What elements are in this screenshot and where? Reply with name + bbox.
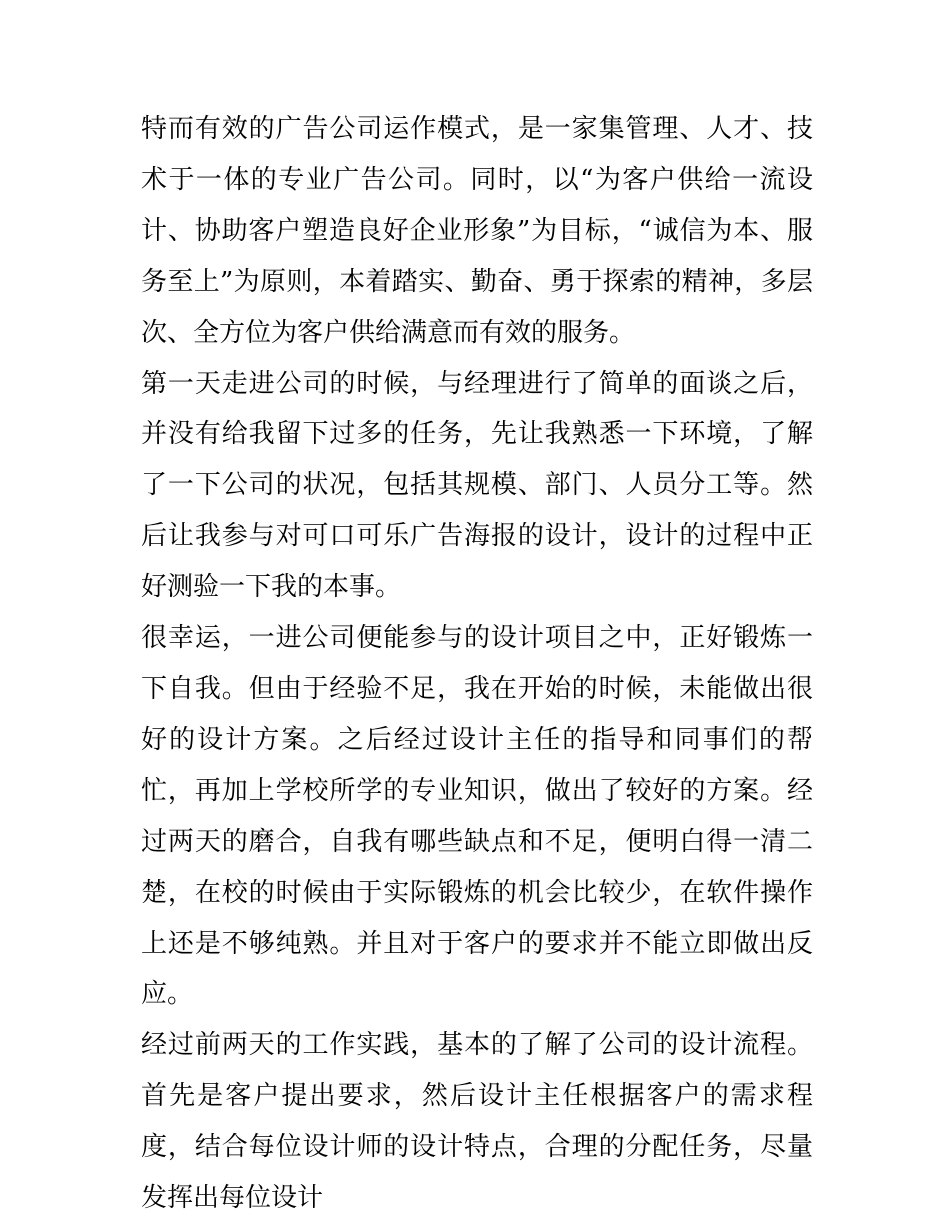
document-body (141, 104, 813, 1224)
paragraph-first-day: 第一天走进公司的时候，与经理进行了简单的面谈之后，并没有给我留下过多的任务，先让我熟悉一下环境，了解了一下公司的状况，包括其规模、部门、人员分工等。然后让我参与对可口可乐广告海报的设计，设计的过程中正好测验一下我的本事。 (141, 368, 813, 603)
paragraph-company-intro: 特而有效的广告公司运作模式，是一家集管理、人才、技术于一体的专业广告公司。同时，以“为客户供给一流设计、协助客户塑造良好企业形象”为目标，“诚信为本、服务至上”为原则，本着踏实、勤奋、勇于探索的精神，多层次、全方位为客户供给满意而有效的服务。 (141, 114, 813, 348)
paragraph-design-workflow: 经过前两天的工作实践，基本的了解了公司的设计流程。首先是客户提出要求，然后设计主任根据客户的需求程度，结合每位设计师的设计特点，合理的分配任务，尽量发挥出每位设计 (141, 1030, 813, 1214)
paragraph-design-project: 很幸运，一进公司便能参与的设计项目之中，正好锻炼一下自我。但由于经验不足，我在开始的时候，未能做出很好的设计方案。之后经过设计主任的指导和同事们的帮忙，再加上学校所学的专业知识，做出了较好的方案。经过两天的磨合，自我有哪些缺点和不足，便明白得一清二楚，在校的时候由于实际锻炼的机会比较少，在软件操作上还是不够纯熟。并且对于客户的要求并不能立即做出反应。 (141, 623, 813, 1010)
